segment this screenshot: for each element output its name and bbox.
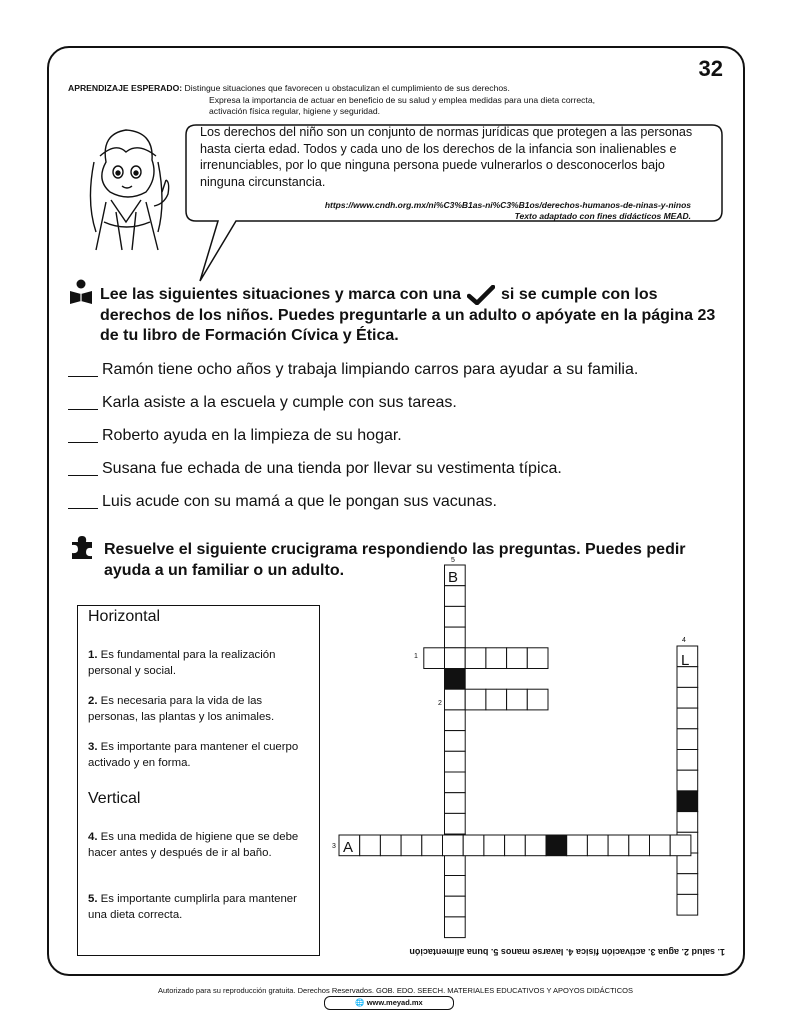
crossword-cell[interactable]	[463, 835, 484, 856]
footer-text: Autorizado para su reproducción gratuita. Derechos Reservados. GOB. EDO. SEECH. MATERIALES EDUCATIVOS Y APOYOS DIDÁCTICOS	[157, 986, 634, 995]
instruction-crossword: Resuelve el siguiente crucigrama respondiendo las preguntas. Puedes pedir ayuda a un familiar o un adulto.	[104, 541, 686, 579]
crossword-cell[interactable]	[677, 770, 698, 791]
globe-icon: 🌐	[355, 998, 367, 1007]
crossword-cell[interactable]	[486, 648, 507, 669]
crossword-cell[interactable]	[527, 689, 548, 710]
bubble-text: Los derechos del niño son un conjunto de normas jurídicas que protegen a las personas hasta cierta edad. Todos y cada uno de los derechos de la infancia son inalienables e irrenunciables, por lo que ninguna persona puede vulnerarlos o desconocerlos bajo ninguna circunstancia.	[200, 125, 693, 189]
clue-text: Es fundamental para la realización personal y social.	[88, 649, 276, 677]
number-label-2: 2	[438, 700, 442, 707]
crossword-cell[interactable]	[567, 835, 588, 856]
website-text: www.meyad.mx	[366, 998, 423, 1007]
clue-text: Es una medida de higiene que se debe hacer antes y después de ir al baño.	[88, 831, 299, 859]
source-note: Texto adaptado con fines didácticos MEAD.	[514, 211, 691, 221]
crossword-cell[interactable]	[445, 648, 466, 669]
crossword-cell[interactable]	[424, 648, 445, 669]
vertical-heading: Vertical	[88, 790, 141, 807]
clue-text: Es necesaria para la vida de las personas, las plantas y los animales.	[88, 695, 275, 723]
letter-a: A	[343, 839, 354, 856]
letter-b: B	[448, 569, 459, 586]
learning-line-2: Expresa la importancia de actuar en beneficio de su salud y emplea medidas para una dieta correcta,	[209, 94, 595, 105]
number-label-5: 5	[451, 557, 455, 564]
clue-number: 2.	[88, 695, 98, 707]
crossword-cell[interactable]	[677, 874, 698, 895]
crossword-cell[interactable]	[507, 689, 528, 710]
number-label-1: 1	[414, 653, 418, 660]
crossword-black-cell	[445, 669, 466, 690]
crossword-cell[interactable]	[360, 835, 381, 856]
crossword-cell[interactable]	[445, 793, 466, 814]
clue-number: 1.	[88, 649, 98, 661]
crossword-cell[interactable]	[525, 835, 546, 856]
instruction-1-part-b: si se cumple con los derechos de los niños. Puedes preguntarle a un adulto o apóyate en la página 23 de tu libro de Formación Cívica y Ética.	[100, 286, 716, 345]
crossword-cell[interactable]	[380, 835, 401, 856]
crossword-cell[interactable]	[445, 731, 466, 752]
crossword-cell[interactable]	[445, 855, 466, 876]
number-label-3: 3	[332, 843, 336, 850]
crossword-cell[interactable]	[650, 835, 671, 856]
learning-line-3: activación física regular, higiene y seguridad.	[209, 106, 381, 116]
crossword-cell[interactable]	[677, 708, 698, 729]
crossword-cell[interactable]	[443, 835, 464, 856]
crossword-cell[interactable]	[401, 835, 422, 856]
crossword-cell[interactable]	[507, 648, 528, 669]
crossword-black-cell	[546, 835, 567, 856]
crossword-cell[interactable]	[629, 835, 650, 856]
crossword-cell[interactable]	[505, 835, 526, 856]
situation-text: Karla asiste a la escuela y cumple con sus tareas.	[102, 394, 457, 411]
website-link[interactable]	[324, 996, 454, 1010]
situation-text: Ramón tiene ocho años y trabaja limpiando carros para ayudar a su familia.	[102, 361, 639, 378]
crossword-black-cell	[677, 791, 698, 812]
crossword-cell[interactable]	[445, 627, 466, 648]
horizontal-heading: Horizontal	[88, 608, 161, 625]
situation-text: Luis acude con su mamá a que le pongan sus vacunas.	[102, 493, 497, 510]
crossword-cell[interactable]	[486, 689, 507, 710]
situation-text: Susana fue echada de una tienda por llevar su vestimenta típica.	[102, 460, 562, 477]
learning-label: APRENDIZAJE ESPERADO:	[68, 83, 183, 93]
learning-line-1: Distingue situaciones que favorecen u obstaculizan el cumplimiento de sus derechos.	[184, 83, 510, 93]
crossword-cell[interactable]	[670, 835, 691, 856]
crossword-cell[interactable]	[608, 835, 629, 856]
crossword-cell[interactable]	[677, 812, 698, 833]
crossword-cell[interactable]	[445, 751, 466, 772]
crossword-cell[interactable]	[587, 835, 608, 856]
crossword-cell[interactable]	[445, 606, 466, 627]
crossword-cell[interactable]	[677, 729, 698, 750]
crossword-cell[interactable]	[445, 772, 466, 793]
instruction-1-part-a: Lee las siguientes situaciones y marca con una	[100, 286, 462, 304]
crossword-cell[interactable]	[445, 917, 466, 938]
crossword-cell[interactable]	[677, 894, 698, 915]
clue-number: 5.	[88, 893, 98, 905]
crossword-cell[interactable]	[484, 835, 505, 856]
crossword-cell[interactable]	[445, 896, 466, 917]
letter-l: L	[681, 652, 690, 669]
clue-text: Es importante cumplirla para mantener una dieta correcta.	[88, 893, 297, 921]
crossword-cell[interactable]	[677, 687, 698, 708]
clue-number: 3.	[88, 741, 98, 753]
page-number: 32	[698, 56, 723, 81]
crossword-cell[interactable]	[465, 648, 486, 669]
clue-text: Es importante para mantener el cuerpo activado y en forma.	[88, 741, 299, 769]
crossword-cell[interactable]	[445, 586, 466, 607]
crossword-cell[interactable]	[677, 667, 698, 688]
crossword-cell[interactable]	[445, 876, 466, 897]
situation-text: Roberto ayuda en la limpieza de su hogar.	[102, 427, 402, 444]
crossword-cell[interactable]	[445, 710, 466, 731]
crossword-cell[interactable]	[445, 813, 466, 834]
clue-number: 4.	[88, 831, 98, 843]
crossword-cell[interactable]	[422, 835, 443, 856]
crossword-cell[interactable]	[445, 689, 466, 710]
answer-key-upside-down: 1. salud 2. agua 3. activación física 4. lavarse manos 5. buna alimentación	[409, 947, 725, 957]
crossword-cell[interactable]	[677, 750, 698, 771]
number-label-4: 4	[682, 637, 686, 644]
source-url: https://www.cndh.org.mx/ni%C3%B1as-ni%C3%B1os/derechos-humanos-de-ninas-y-ninos	[324, 200, 691, 210]
crossword-cell[interactable]	[527, 648, 548, 669]
crossword-cell[interactable]	[465, 689, 486, 710]
